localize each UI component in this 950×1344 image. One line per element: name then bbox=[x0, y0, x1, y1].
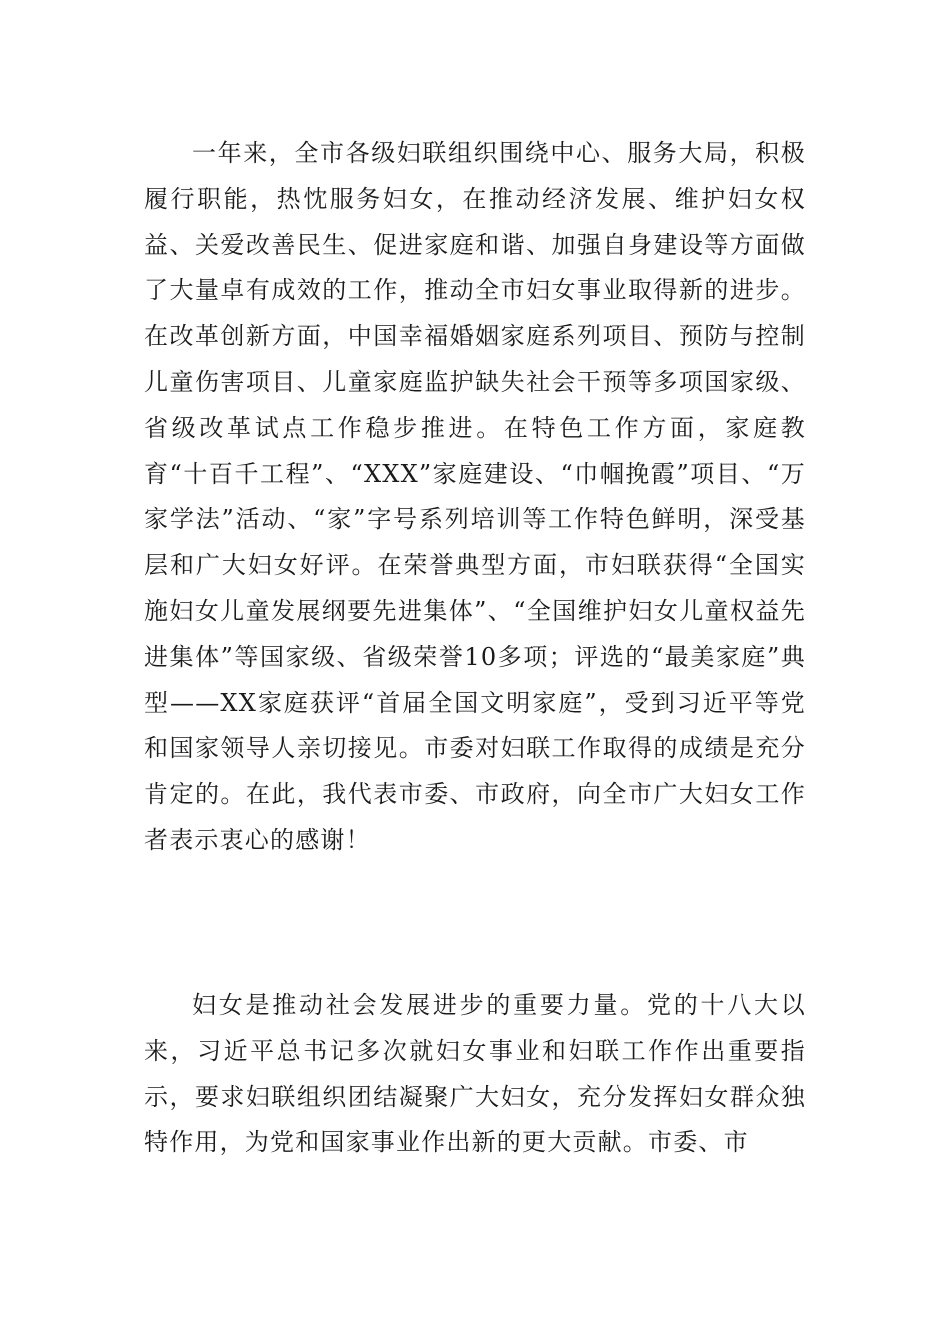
paragraph-women-role: 妇女是推动社会发展进步的重要力量。党的十八大以来，习近平总书记多次就妇女事业和妇联工作作出重要指示，要求妇联组织团结凝聚广大妇女，充分发挥妇女群众独特作用，为党和国家事业作出新的更大贡献。市委、市 bbox=[144, 991, 806, 1157]
paragraph-achievements: 一年来，全市各级妇联组织围绕中心、服务大局，积极履行职能，热忱服务妇女，在推动经济发展、维护妇女权益、关爱改善民生、促进家庭和谐、加强自身建设等方面做了大量卓有成效的工作，推动全市妇女事业取得新的进步。在改革创新方面，中国幸福婚姻家庭系列项目、预防与控制儿童伤害项目、儿童家庭监护缺失社会干预等多项国家级、省级改革试点工作稳步推进。在特色工作方面，家庭教育“十百千工程”、“XXX”家庭建设、“巾帼挽霞”项目、“万家学法”活动、“家”字号系列培训等工作特色鲜明，深受基层和广大妇女好评。在荣誉典型方面，市妇联获得“全国实施妇女儿童发展纲要先进集体”、“全国维护妇女儿童权益先进集体”等国家级、省级荣誉10多项；评选的“最美家庭”典型——XX家庭获评“首届全国文明家庭”，受到习近平等党和国家领导人亲切接见。市委对妇联工作取得的成绩是充分肯定的。在此，我代表市委、市政府，向全市广大妇女工作者表示衷心的感谢！ bbox=[144, 139, 806, 854]
